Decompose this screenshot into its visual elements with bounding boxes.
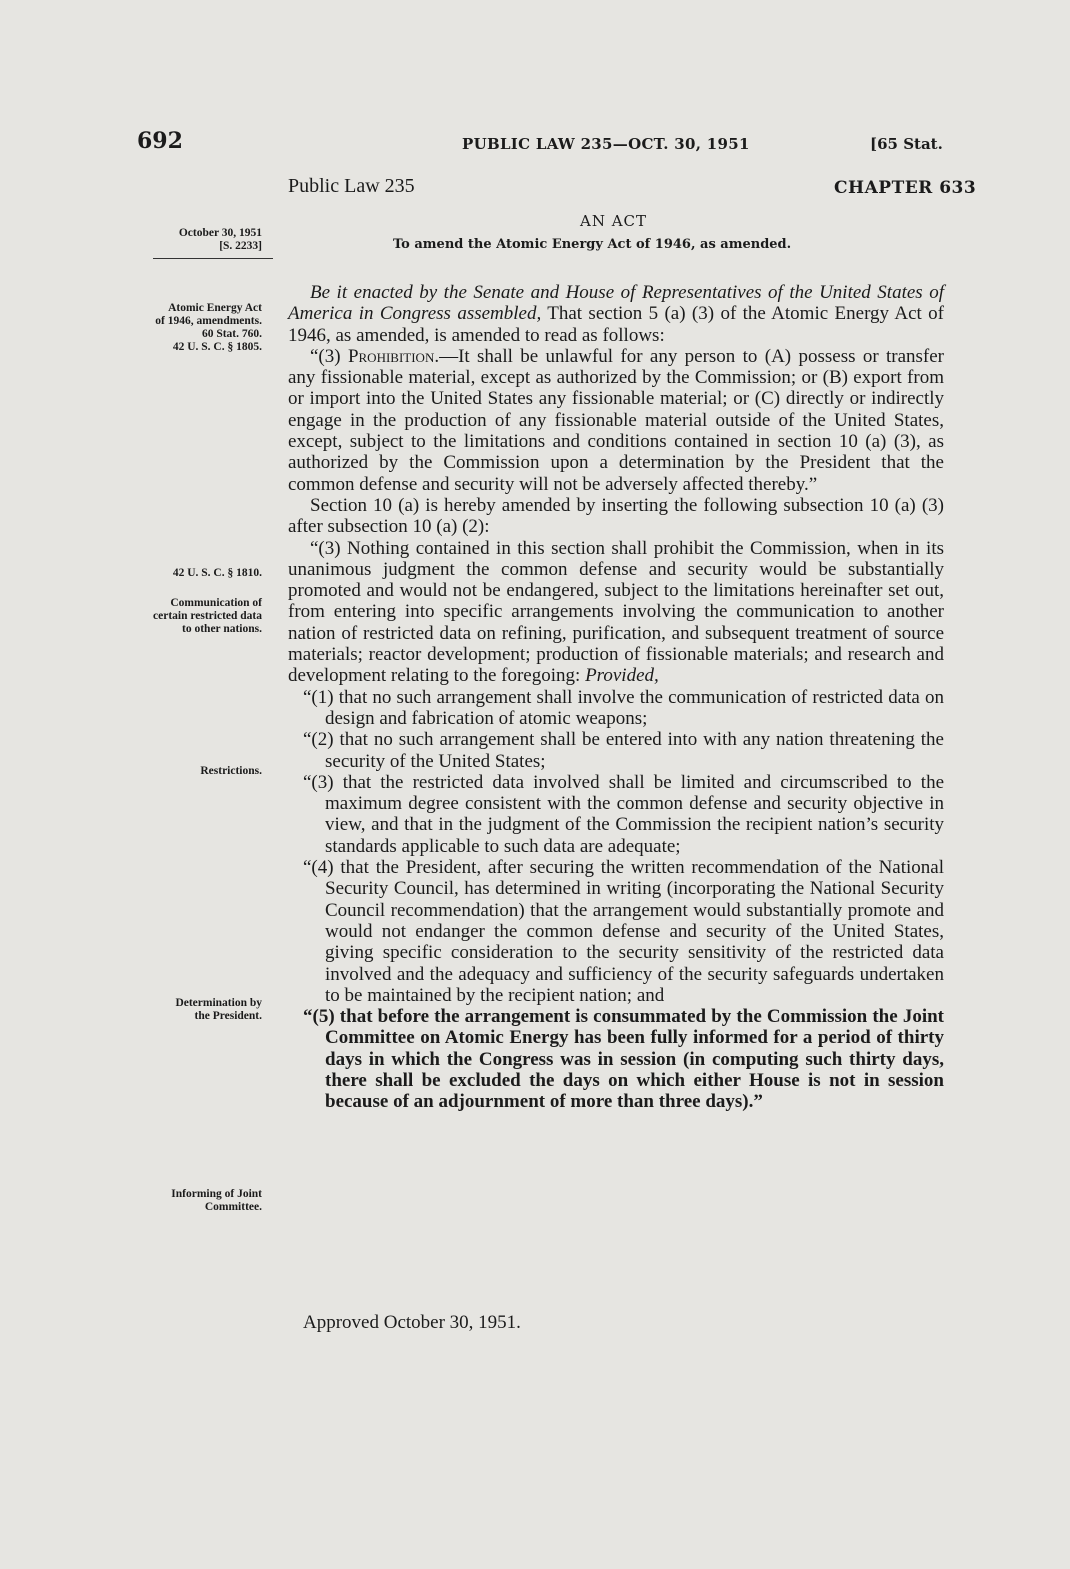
margin-note-informing xyxy=(120,1188,262,1214)
margin-bill-line: [S. 2233] xyxy=(219,240,262,252)
proviso-item-5: “(5) that before the arrangement is consummated by the Commission the Joint Committee on Atomic Energy has been fully informed for a period of thirty days in which the Congress was in session (in computing such thirty days, there shall be excluded the days on which either House is not in session because of an adjournment of more than three days).” xyxy=(303,1006,944,1113)
approval-line: Approved October 30, 1951. xyxy=(303,1312,521,1333)
margin-line: Informing of Joint xyxy=(171,1188,262,1200)
proviso-item-3: “(3) that the restricted data involved shall be limited and circumscribed to the maximum degree consistent with the common defense and security objective in view, and that in the judgment of the Commission the recipient nation’s security standards applicable to such data are adequate; xyxy=(303,771,944,857)
margin-line: of 1946, amendments. xyxy=(155,315,262,327)
margin-line: Atomic Energy Act xyxy=(168,302,262,314)
margin-line: Committee. xyxy=(204,1201,262,1213)
margin-rule xyxy=(153,258,273,259)
prohibition-paragraph xyxy=(288,346,944,495)
subsection-3-paragraph xyxy=(288,538,944,687)
margin-line: 60 Stat. 760. xyxy=(201,328,262,340)
provided-label: Provided, xyxy=(585,665,659,687)
an-act-heading: AN ACT xyxy=(580,212,648,230)
running-title: PUBLIC LAW 235—OCT. 30, 1951 xyxy=(462,135,750,153)
margin-line: Determination by xyxy=(175,997,262,1009)
margin-line: 42 U. S. C. § 1805. xyxy=(172,341,262,353)
margin-date-line: October 30, 1951 xyxy=(178,227,262,239)
subsection-3-text: “(3) Nothing contained in this section shall prohibit the Commission, when in its unanimous judgment the common defense and security would be substantially promoted and would not be endangered, subject to the limitations hereinafter set out, from entering into specific arrangements involving the communication to another nation of restricted data on refining, purification, and subsequent treatment of source materials; reactor development; production of fissionable materials; and research and development relating to the foregoing: xyxy=(288,537,944,687)
margin-note-usc-1810: 42 U. S. C. § 1810. xyxy=(172,567,262,579)
margin-line: certain restricted data xyxy=(153,610,262,622)
enacting-clause-text: That section 5 (a) (3) of the Atomic Energy Act of 1946, as amended, is amended to read as follows: xyxy=(288,303,944,346)
margin-note-atomic-energy-act xyxy=(120,302,262,354)
prohibition-label: Prohibition. xyxy=(347,345,440,367)
margin-note-communication xyxy=(120,597,262,636)
margin-line: to other nations. xyxy=(182,623,262,635)
margin-line: the President. xyxy=(194,1010,262,1022)
proviso-item-2: “(2) that no such arrangement shall be entered into with any nation threatening the security of the United States; xyxy=(303,729,944,772)
prohibition-number: “(3) xyxy=(310,345,348,367)
stat-reference: [65 Stat. xyxy=(870,135,943,153)
proviso-item-1: “(1) that no such arrangement shall involve the communication of restricted data on design and fabrication of atomic weapons; xyxy=(303,686,944,729)
margin-note-determination xyxy=(120,997,262,1023)
body-text xyxy=(288,282,944,1113)
margin-note-date xyxy=(120,227,262,253)
public-law-title: Public Law 235 xyxy=(288,175,415,197)
proviso-item-4: “(4) that the President, after securing the written recommendation of the National Security Council, has determined in writing (incorporating the National Security Council recommendation) that the arrangement would substantially promote and would not endanger the common defense and security of the United States, giving specific consideration to the security sensitivity of the restricted data involved and the adequacy and sufficiency of the security safeguards undertaken to be maintained by the recipient nation; and xyxy=(303,857,944,1006)
chapter-number: CHAPTER 633 xyxy=(834,178,977,198)
margin-line: Communication of xyxy=(170,597,262,609)
section-10-paragraph: Section 10 (a) is hereby amended by inserting the following subsection 10 (a) (3) after subsection 10 (a) (2): xyxy=(288,494,944,538)
act-subtitle: To amend the Atomic Energy Act of 1946, as amended. xyxy=(393,237,792,252)
margin-note-restrictions: Restrictions. xyxy=(200,765,262,777)
prohibition-text: —It shall be unlawful for any person to (A) possess or transfer any fissionable material, except as authorized by the Commission; or (B) export from or import into the United States any fissionable material; or (C) directly or indirectly engage in the production of any fissionable material outside of the United States, except, subject to the limitations and conditions contained in section 10 (a) (3), as authorized by the Commission upon a determination by the President that the common defense and security will not be adversely affected thereby.” xyxy=(288,345,945,495)
enacting-clause-italic: Be it enacted by the Senate and House of Representatives of the United States of America in Congress assembled, xyxy=(288,282,944,325)
enacting-clause xyxy=(288,282,944,346)
page-number: 692 xyxy=(137,128,183,154)
